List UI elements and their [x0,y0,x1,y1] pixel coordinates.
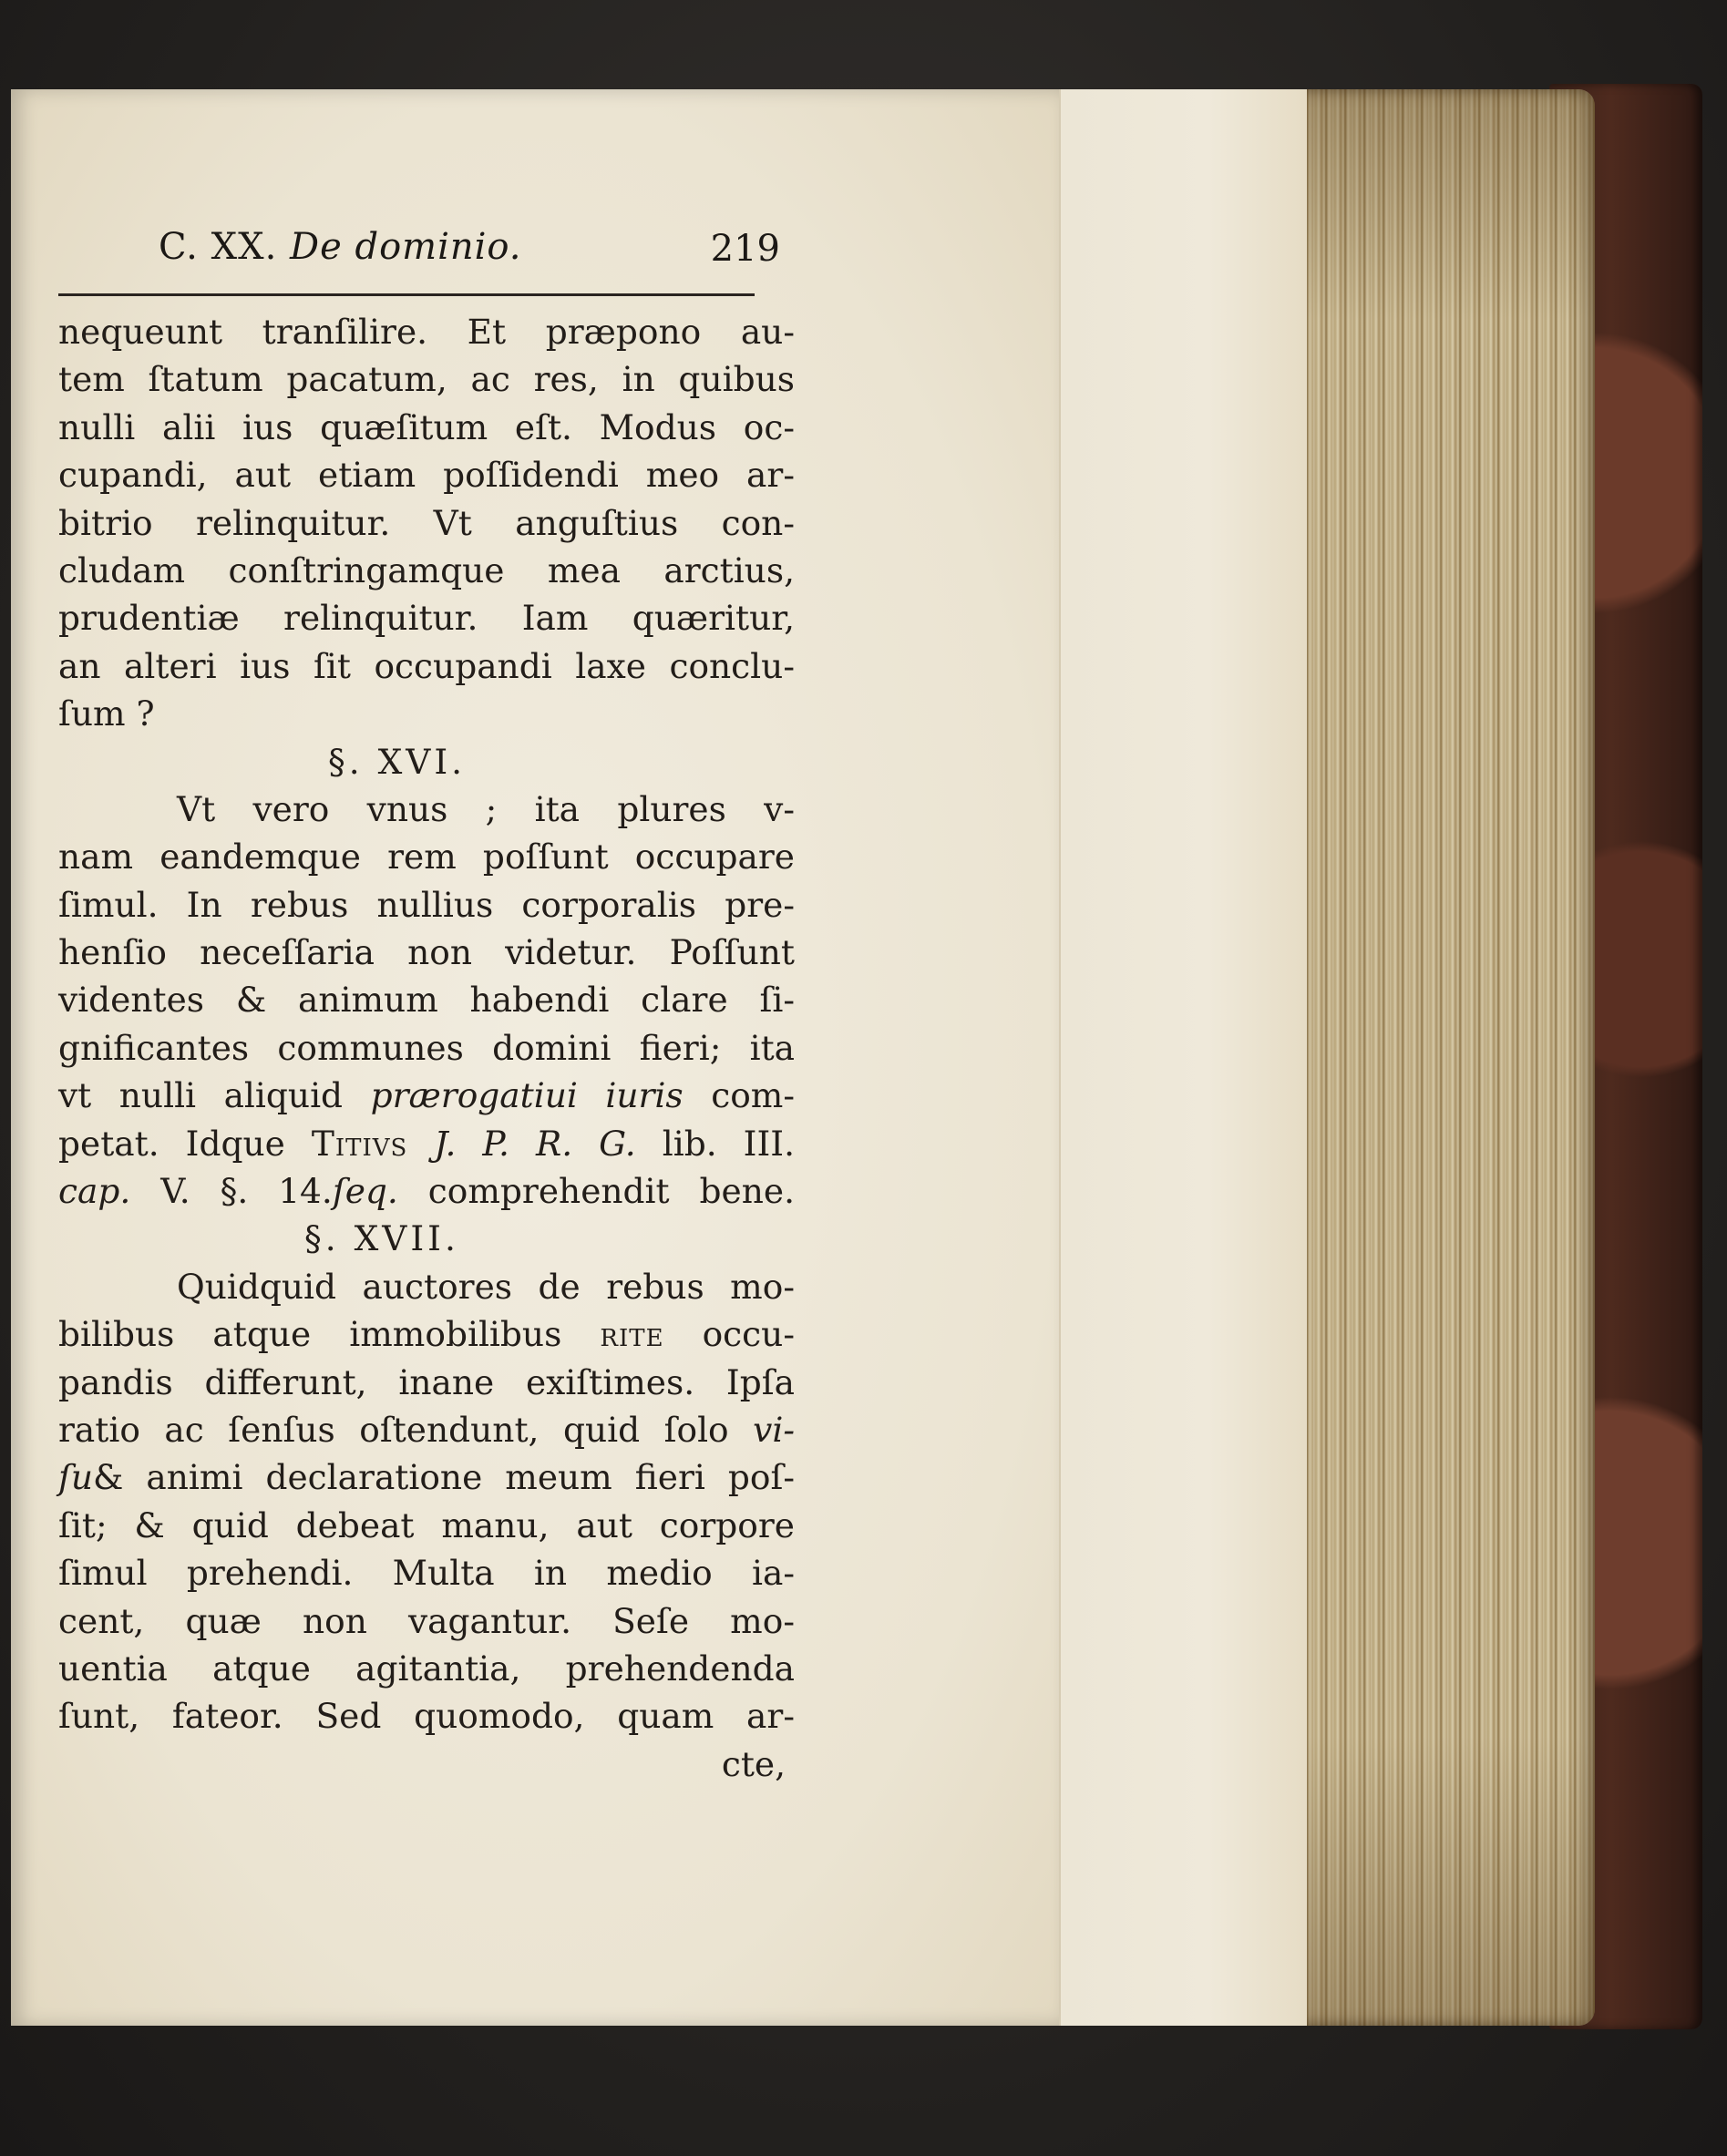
text-line: ſimul. In rebus nullius corporalis pre- [58,884,795,925]
text-segment: bilibus atque immobilibus [58,1314,562,1355]
page-fore-edge-shading [1294,89,1595,2026]
text-line: ſimul prehendi. Multa in medio ia- [58,1553,795,1594]
printed-page [11,89,1059,2026]
text-segment: lib. III. [662,1123,796,1164]
text-line: nulli alii ius quæſitum eſt. Modus oc- [58,406,795,447]
text-line: pandis differunt, inane exiſtimes. Ipſa [58,1361,795,1402]
italic-word: ſu [58,1457,94,1498]
text-segment: vt nulli aliquid [58,1075,344,1116]
text-line: bitrio relinquitur. Vt anguſtius con- [58,502,795,543]
text-line: ſit; & quid debeat manu, aut corpore [58,1504,795,1545]
italic-phrase: prærogatiui iuris [370,1075,684,1116]
small-caps-word: rite [600,1314,664,1355]
text-line: cent, quæ non vagantur. Seſe mo- [58,1600,795,1641]
text-segment: ratio ac ſenſus oſtendunt, quid ſolo [58,1409,729,1450]
section-heading-xvii: §. XVII. [304,1218,459,1259]
italic-word: vi- [753,1409,796,1450]
text-line: an alteri ius ſit occupandi laxe conclu- [58,645,795,686]
text-line: nam eandemque rem poſſunt occupare [58,837,795,878]
text-line: tem ſtatum pacatum, ac res, in quibus [58,359,795,400]
page-number: 219 [710,228,780,270]
chapter-label: C. XX. [159,226,278,268]
text-segment: & animi declaratione meum fieri poſ- [93,1457,795,1498]
text-line: cludam conſtringamque mea arctius, [58,549,795,590]
text-line: ſum ? [58,693,155,734]
header-rule [58,293,755,296]
text-segment: V. §. 14. [160,1171,333,1212]
text-line [58,1406,795,1453]
text-line: uentia atque agitantia, prehendenda [58,1648,795,1689]
section-heading-xvi: §. XVI. [328,741,467,782]
text-line: henſio neceſſaria non videtur. Poſſunt [58,932,795,973]
text-line [58,1453,795,1501]
text-line: cupandi, aut etiam poſſidendi meo ar- [58,455,795,496]
text-line [58,1120,795,1167]
text-line: prudentiæ relinquitur. Iam quæritur, [58,598,795,639]
text-segment: occu- [702,1314,795,1355]
chapter-title: De dominio. [290,226,522,268]
text-line: gnificantes communes domini fieri; ita [58,1027,795,1068]
text-line: Quidquid auctores de rebus mo- [177,1266,795,1307]
body-text [58,308,795,1788]
text-line: ſunt, fateor. Sed quomodo, quam ar- [58,1696,795,1737]
italic-abbreviation: ſeq. [332,1171,398,1212]
text-segment: comprehendit bene. [427,1171,795,1212]
author-name: Titivs [311,1123,408,1164]
text-line: Vt vero vnus ; ita plures v- [177,788,795,829]
text-line [58,1167,795,1215]
text-line [58,1310,795,1358]
text-segment: petat. Idque [58,1123,285,1164]
text-line: nequeunt tranſilire. Et præpono au- [58,312,795,352]
work-abbreviation: J. P. R. G. [434,1123,636,1164]
blank-flyleaf [1059,89,1307,2026]
catchword: cte, [721,1743,786,1784]
running-head-left [159,226,522,268]
text-line: videntes & animum habendi clare ſi- [58,980,795,1021]
italic-abbreviation: cap. [58,1171,131,1212]
text-segment: com- [711,1075,795,1116]
text-line [58,1072,795,1119]
running-head [159,226,780,281]
